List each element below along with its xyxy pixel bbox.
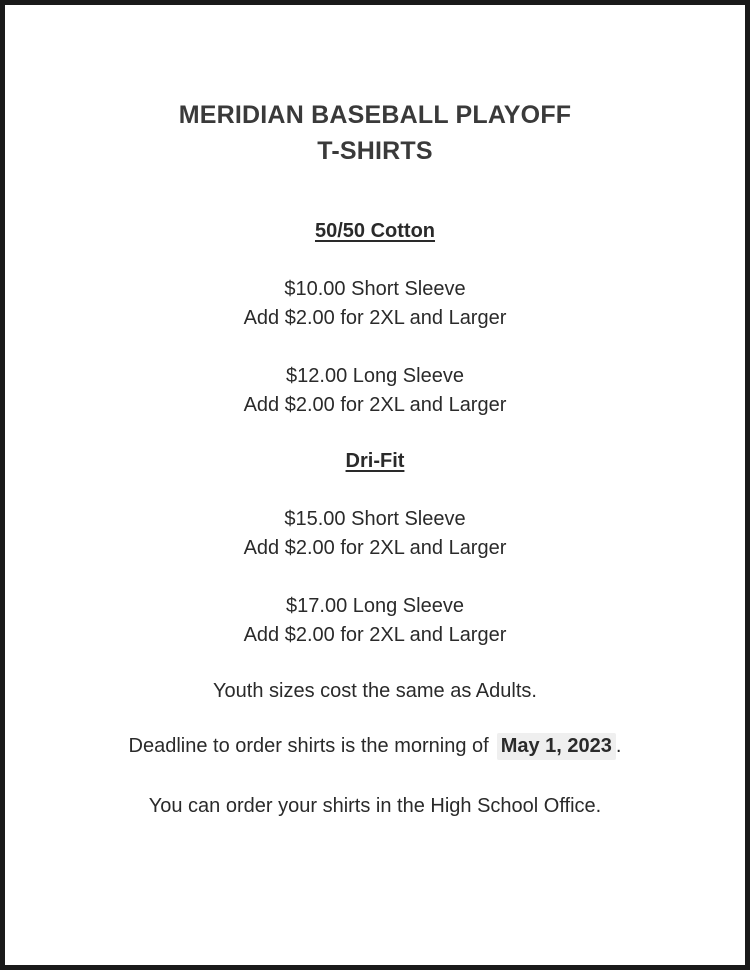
cotton-short-price: $10.00 Short Sleeve [284, 278, 466, 300]
flyer-page [5, 5, 745, 965]
cotton-heading: 50/50 Cotton [314, 220, 436, 242]
deadline-period: . [615, 735, 622, 757]
cotton-long-price: $12.00 Long Sleeve [286, 365, 464, 387]
deadline-text: Deadline to order shirts is the morning of [128, 735, 489, 757]
drifit-short-sleeve-block [5, 505, 745, 563]
drifit-heading: Dri-Fit [345, 450, 405, 472]
cotton-long-sleeve-block [5, 362, 745, 420]
drifit-long-note: Add $2.00 for 2XL and Larger [243, 624, 507, 646]
drifit-long-sleeve-block [5, 592, 745, 650]
title-line-1: MERIDIAN BASEBALL PLAYOFF [178, 101, 572, 129]
deadline-date: May 1, 2023 [497, 733, 616, 760]
title-line-2: T-SHIRTS [317, 137, 433, 165]
flyer-title [5, 97, 745, 169]
order-location-note: You can order your shirts in the High School Office. [148, 795, 602, 817]
cotton-short-note: Add $2.00 for 2XL and Larger [243, 307, 507, 329]
drifit-long-price: $17.00 Long Sleeve [286, 595, 464, 617]
cotton-long-note: Add $2.00 for 2XL and Larger [243, 394, 507, 416]
deadline-line [5, 733, 745, 760]
drifit-short-price: $15.00 Short Sleeve [284, 508, 466, 530]
drifit-short-note: Add $2.00 for 2XL and Larger [243, 537, 507, 559]
youth-sizes-note: Youth sizes cost the same as Adults. [213, 680, 537, 702]
cotton-short-sleeve-block [5, 275, 745, 333]
